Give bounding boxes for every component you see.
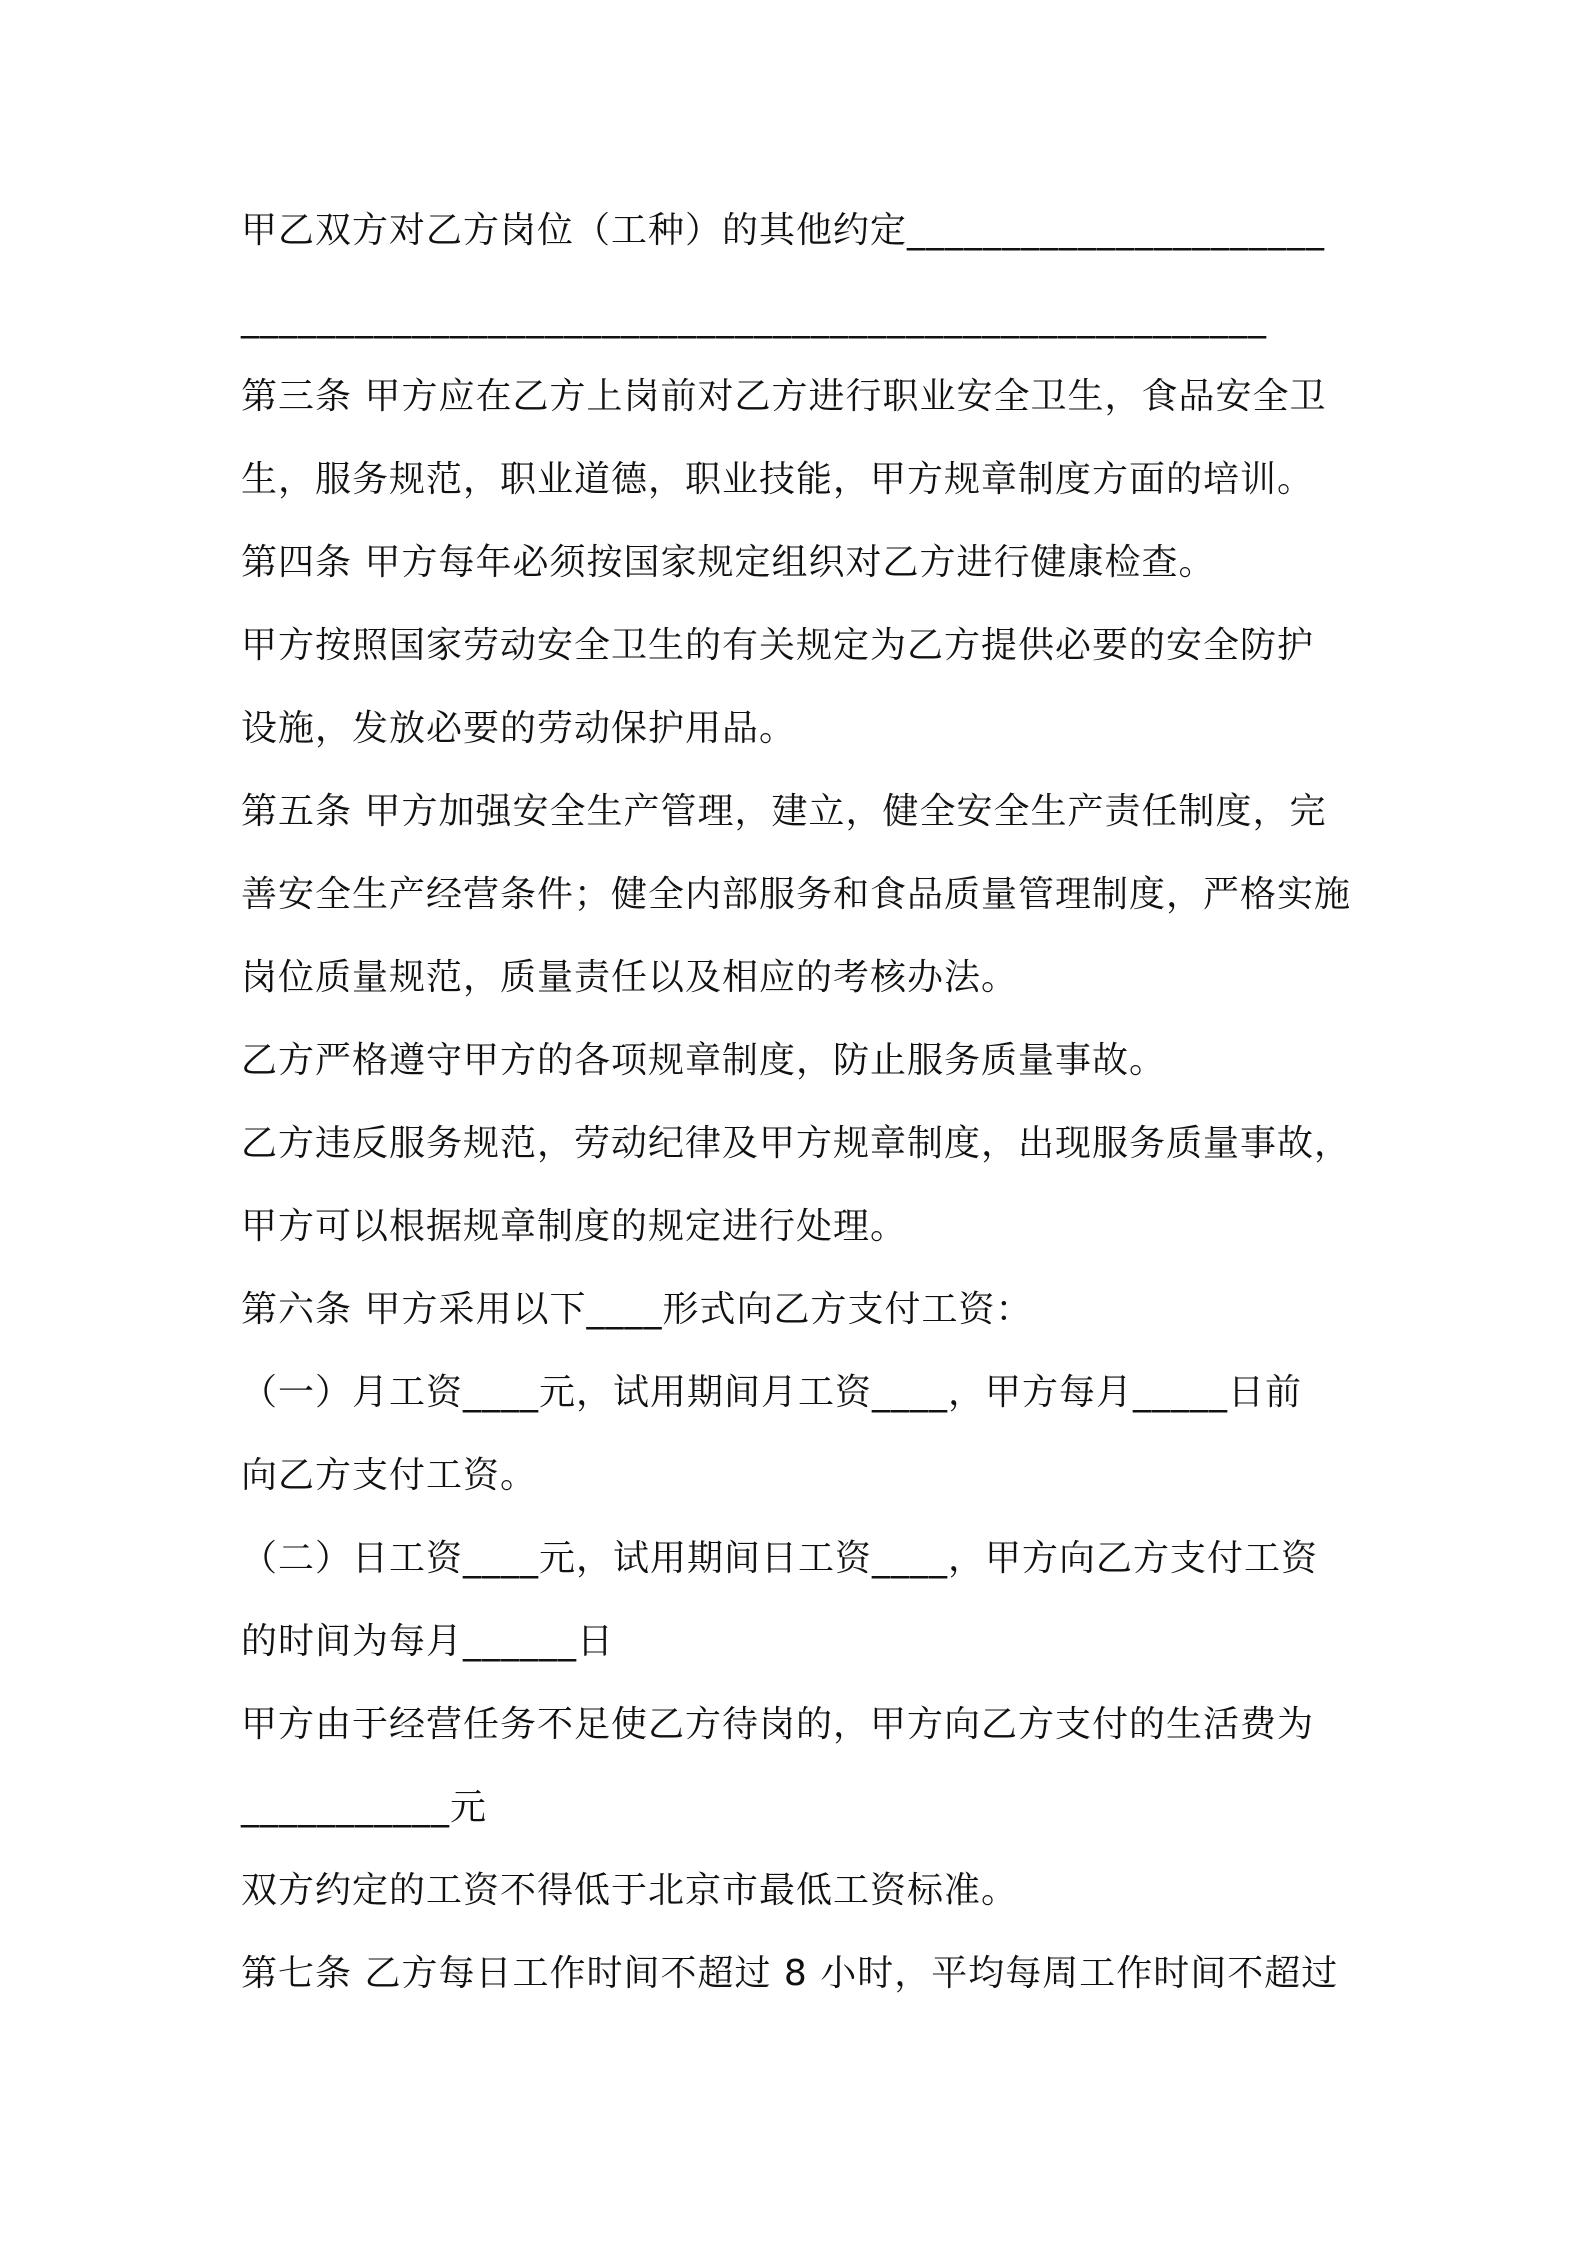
- text-line: 的时间为每月______日: [241, 1621, 615, 1662]
- text-line: 第三条 甲方应在乙方上岗前对乙方进行职业安全卫生，食品安全卫: [241, 376, 1327, 417]
- text-line: 向乙方支付工资。: [241, 1455, 538, 1496]
- text-line: 甲乙双方对乙方岗位（工种）的其他约定______________________: [241, 210, 1326, 251]
- text-line: 第四条 甲方每年必须按国家规定组织对乙方进行健康检查。: [241, 542, 1216, 583]
- text-line: 第七条 乙方每日工作时间不超过 8 小时，平均每周工作时间不超过: [241, 1953, 1339, 1994]
- text-line: 乙方严格遵守甲方的各项规章制度，防止服务质量事故。: [241, 1040, 1167, 1081]
- text-line: 第六条 甲方采用以下____形式向乙方支付工资：: [241, 1289, 1033, 1330]
- text-line: 乙方违反服务规范，劳动纪律及甲方规章制度，出现服务质量事故，: [241, 1123, 1352, 1164]
- text-line: 甲方由于经营任务不足使乙方待岗的，甲方向乙方支付的生活费为: [241, 1704, 1315, 1745]
- text-line: （一）月工资____元，试用期间月工资____，甲方每月_____日前: [241, 1372, 1303, 1413]
- text-line: 双方约定的工资不得低于北京市最低工资标准。: [241, 1870, 1019, 1911]
- text-line: ___________元: [241, 1787, 488, 1828]
- blank-fill-line: ______________________________________________________: [241, 298, 1267, 339]
- text-line: 甲方按照国家劳动安全卫生的有关规定为乙方提供必要的安全防护: [241, 625, 1315, 666]
- text-line: （二）日工资____元，试用期间日工资____，甲方向乙方支付工资: [241, 1538, 1319, 1579]
- text-line: 善安全生产经营条件；健全内部服务和食品质量管理制度，严格实施: [241, 874, 1352, 915]
- text-line: 岗位质量规范，质量责任以及相应的考核办法。: [241, 957, 1019, 998]
- text-line: 甲方可以根据规章制度的规定进行处理。: [241, 1206, 908, 1247]
- text-line: 第五条 甲方加强安全生产管理，建立，健全安全生产责任制度，完: [241, 791, 1327, 832]
- text-line: 设施，发放必要的劳动保护用品。: [241, 708, 797, 749]
- text-line: 生，服务规范，职业道德，职业技能，甲方规章制度方面的培训。: [241, 459, 1315, 500]
